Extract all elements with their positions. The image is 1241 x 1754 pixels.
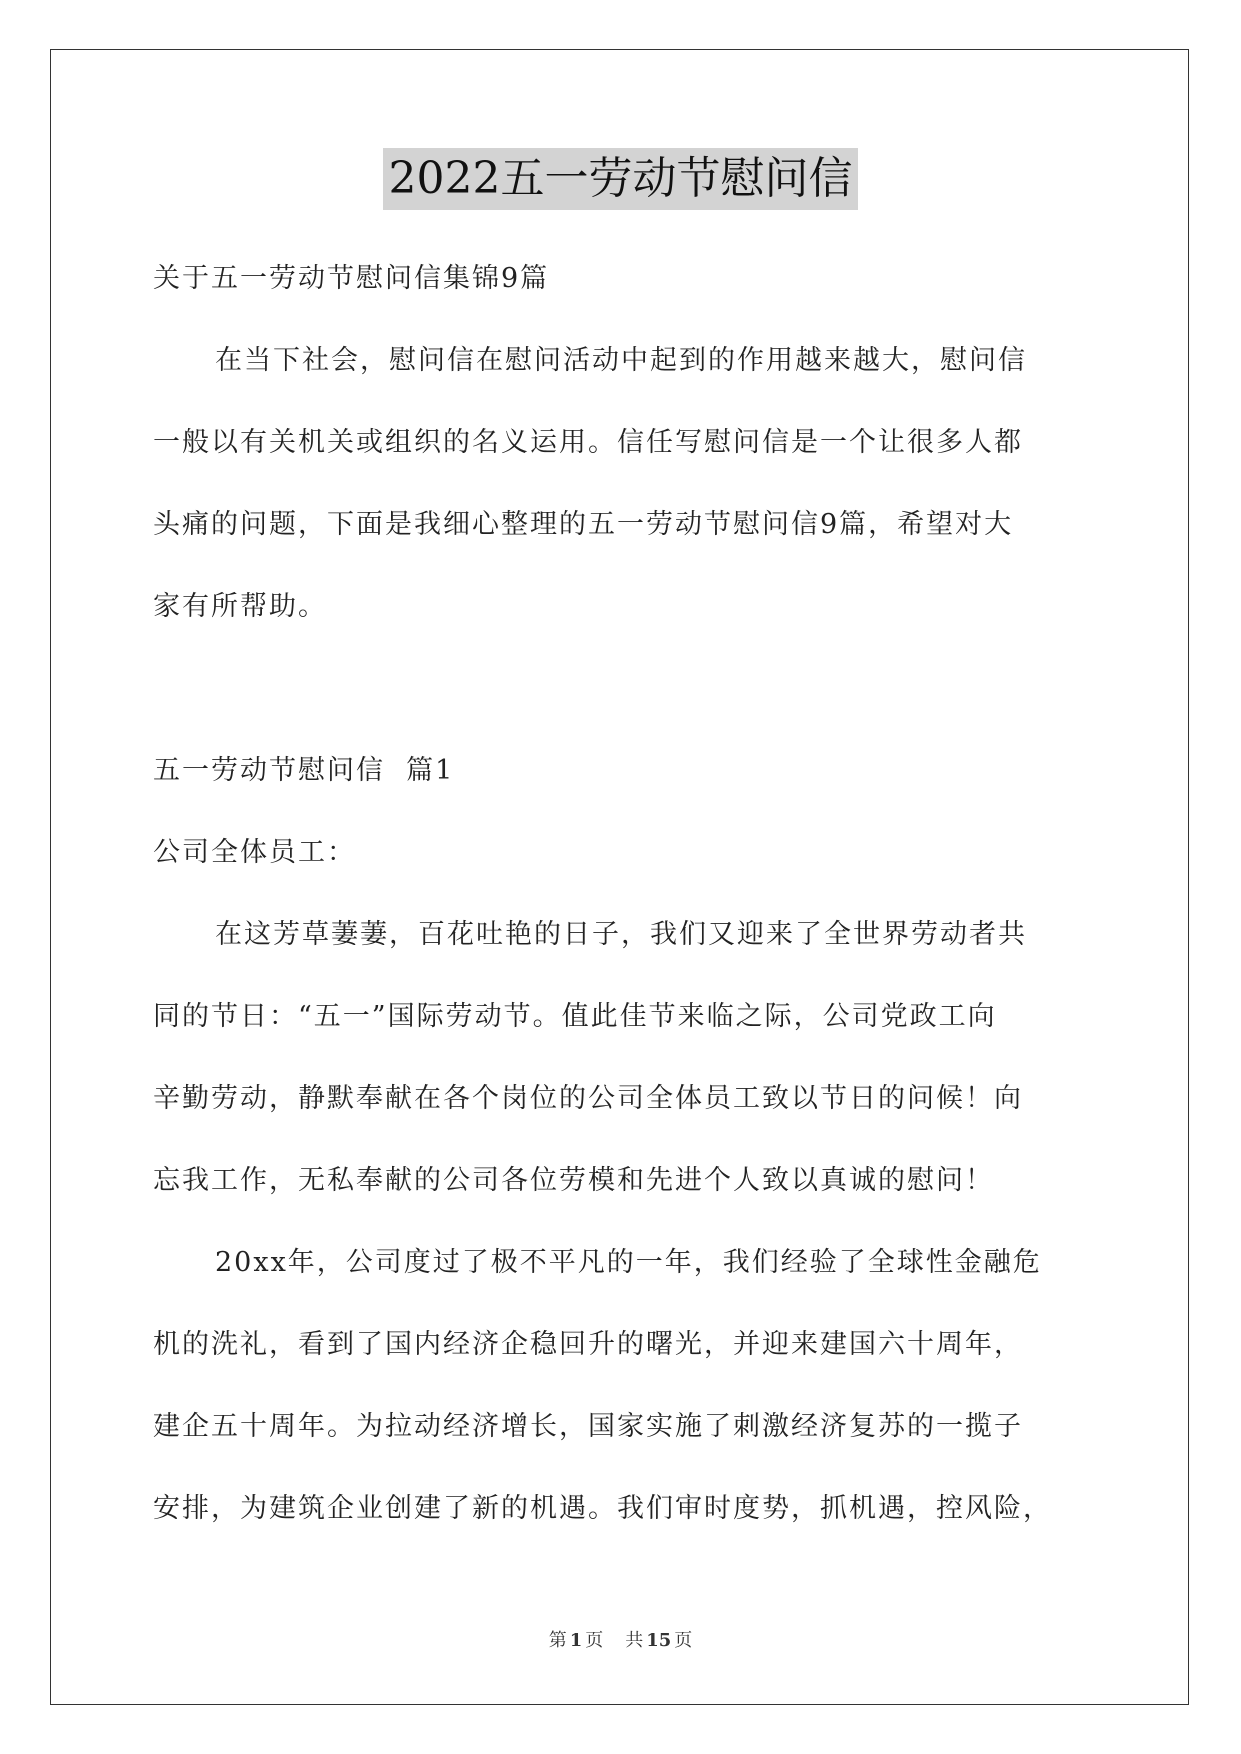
paragraph2-line: 建企五十周年。为拉动经济增长，国家实施了刺激经济复苏的一揽子 [153,1411,1023,1442]
total-suffix: 页 [674,1630,693,1651]
document-body [153,238,1093,1550]
intro-line: 一般以有关机关或组织的名义运用。信任写慰问信是一个让很多人都 [153,427,1023,458]
title-container [0,148,1241,210]
paragraph2-line: 20xx年，公司度过了极不平凡的一年，我们经验了全球性金融危 [215,1247,1042,1278]
page-suffix: 页 [585,1630,604,1651]
document-title: 2022五一劳动节慰问信 [383,148,859,210]
paragraph2-line: 机的洗礼，看到了国内经济企稳回升的曙光，并迎来建国六十周年， [153,1329,1023,1360]
section-heading: 五一劳动节慰问信 篇1 [153,755,455,786]
total-prefix: 共 [625,1630,644,1651]
paragraph1-line: 同的节日：“五一”国际劳动节。值此佳节来临之际，公司党政工向 [153,1001,997,1032]
intro-line: 家有所帮助。 [153,591,327,622]
page-prefix: 第 [548,1630,567,1651]
document-subtitle: 关于五一劳动节慰问信集锦9篇 [153,263,550,294]
intro-line: 头痛的问题，下面是我细心整理的五一劳动节慰问信9篇，希望对大 [153,509,1014,540]
salutation: 公司全体员工： [153,837,356,868]
paragraph2-line: 安排，为建筑企业创建了新的机遇。我们审时度势，抓机遇，控风险， [153,1493,1052,1524]
paragraph1-line: 忘我工作，无私奉献的公司各位劳模和先进个人致以真诚的慰问！ [153,1165,994,1196]
intro-line: 在当下社会，慰问信在慰问活动中起到的作用越来越大，慰问信 [215,345,1027,376]
paragraph1-line: 辛勤劳动，静默奉献在各个岗位的公司全体员工致以节日的问候！向 [153,1083,1023,1114]
page-footer [0,1626,1241,1652]
current-page-number: 1 [569,1630,583,1651]
blank-line [153,648,1093,730]
total-pages-number: 15 [646,1630,672,1651]
paragraph1-line: 在这芳草萋萋，百花吐艳的日子，我们又迎来了全世界劳动者共 [215,919,1027,950]
